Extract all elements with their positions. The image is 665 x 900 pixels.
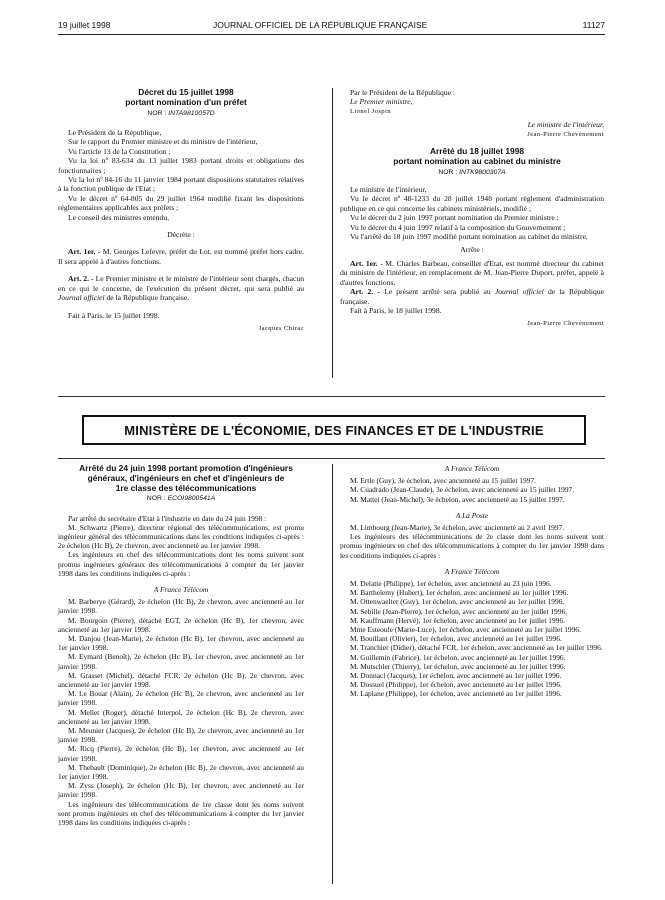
ingenieurs-title-line1: Arrêté du 24 juin 1998 portant promotion d'ingénieurs (79, 463, 293, 473)
section-france-telecom-1: A France Télécom (153, 585, 209, 595)
header-date: 19 juillet 1998 (58, 20, 111, 30)
list-item: M. Ottenwaelter (Guy), 1er échelon, avec ancienneté au 1er juillet 1996. (350, 597, 565, 607)
decret-article-2: Art. 2. - Le Premier ministre et le ministre de l'intérieur sont chargés, chacun en ce qui le concerne, de l'exécution du présent décret, qui sera publié au Journal officiel de la République française. (58, 274, 304, 303)
arrete-cabinet-article-2: Art. 2. - Le présent arrêté sera publié au Journal officiel de la République française. (340, 287, 605, 306)
ingenieurs-chef-intro: Les ingénieurs en chef des télécommunications dont les noms suivent sont promus ingénieurs généraux des télécommunications à compter du 1er janvier 1998 dans les conditions indiquées ci-après : (58, 550, 304, 578)
list-item: M. Kauffmann (Hervé), 1er échelon, avec ancienneté au 1er juillet 1996. (350, 615, 565, 625)
arrete-cabinet-paragraph: Vu l'arrêté du 18 juin 1997 modifié portant nomination au cabinet du ministre, (350, 232, 588, 242)
list-item: M. Ertle (Guy), 3e échelon, avec ancienneté au 15 juillet 1997. (350, 476, 536, 486)
par-le-president: Par le Président de la République : (350, 88, 456, 97)
decret-prefet (58, 88, 304, 333)
ministre-interieur-title: Le ministre de l'intérieur, (527, 120, 604, 130)
arrete-cabinet-paragraph: Vu le décret du 4 juin 1997 relatif à la composition du Gouvernement ; (350, 222, 566, 232)
decret-paragraph: Vu l'article 13 de la Constitution ; (68, 146, 171, 156)
arrete-cabinet-arrete: Arrête : (460, 245, 484, 255)
list-item: M. Cuadrado (Jean-Claude), 3e échelon, avec ancienneté au 15 juillet 1997. (350, 485, 575, 495)
arrete-cabinet-paragraph: Le ministre de l'intérieur, (350, 185, 427, 195)
list-item: M. Mellet (Roger), détaché Interpol, 2e échelon (Hc B), 2e chevron, avec ancienneté au 1er janvier 1998. (58, 707, 304, 726)
list-item: M. Meunier (Jacques), 2e échelon (Hc B), 2e chevron, avec ancienneté au 1er janvier 1998. (58, 726, 304, 745)
list-item: M. Le Bouar (Alain), 2e échelon (Hc B), 2e chevron, avec ancienneté au 1er janvier 1998. (58, 689, 304, 708)
arrete-ingenieurs-left (58, 464, 304, 827)
arrete-cabinet-paragraph: Vu le décret nº 48-1233 du 28 juillet 1948 portant règlement d'administration publique en ce qui concerne les cabinets ministériels, modifié ; (340, 194, 604, 213)
arrete-ingenieurs-right (340, 464, 604, 699)
decret-article-1: Art. 1er. - M. Georges Lefevre, préfet du Lot, est nommé préfet hors cadre. Il sera appelé à d'autres fonctions. (58, 247, 304, 266)
list-item: M. Mattei (Jean-Michel), 3e échelon, avec ancienneté au 15 juillet 1997. (350, 494, 565, 504)
list-item: M. Sebille (Jean-Pierre), 1er échelon, avec ancienneté au 1er juillet 1996. (350, 606, 568, 616)
list-item: M. Delatte (Philippe), 1er échelon, avec ancienneté au 23 juin 1996. (350, 579, 552, 589)
ministry-banner: MINISTÈRE DE L'ÉCONOMIE, DES FINANCES ET DE L'INDUSTRIE (82, 415, 586, 445)
promotion-list-generaux (58, 597, 304, 799)
decret-nor: NOR : INTA9810057D (147, 109, 215, 117)
decret-title-line1: Décret du 15 juillet 1998 (138, 87, 234, 97)
decret-title-line2: portant nomination d'un préfet (125, 96, 247, 107)
premier-ministre-name: Lionel Jospin (350, 107, 391, 115)
list-item: M. Laplane (Philippe), 1er échelon, avec ancienneté au 1er juillet 1996. (350, 689, 562, 699)
list-item: M. Ricq (Pierre), 2e échelon (Hc B), 1er chevron, avec ancienneté au 1er janvier 1998. (58, 744, 304, 763)
premier-ministre-title: Le Premier ministre, (350, 97, 413, 107)
separator-rule-bottom (58, 458, 605, 459)
decret-paragraph: Le conseil des ministres entendu, (68, 212, 170, 222)
separator-rule-top (58, 396, 605, 397)
arrete-cabinet-nor: NOR : INTK9800307A (438, 168, 506, 176)
list-item: M. Eymard (Benoît), 2e échelon (Hc B), 1er chevron, avec ancienneté au 1er janvier 1998. (58, 652, 304, 671)
promotion-list-chef-1re (340, 476, 604, 504)
column-divider-bottom (332, 464, 333, 884)
list-item: M. Barberye (Gérard), 2e échelon (Hc B), 2e chevron, avec ancienneté au 1er janvier 1998. (58, 597, 304, 616)
promotion-list-poste (340, 523, 604, 532)
arrete-cabinet-article-1: Art. 1er. - M. Charles Barbeau, conseiller d'Etat, est nommé directeur du cabinet du ministre de l'intérieur, en remplacement de M. Jean-Pierre Duport, préfet, appelé à d'autres fonctions. (340, 258, 604, 287)
ingenieurs-premiere-intro: Les ingénieurs des télécommunications de 1re classe dont les noms suivent sont promus ingénieurs en chef des télécommunications à compter du 1er janvier 1998 dans les conditions indiquées ci-après : (58, 799, 304, 828)
list-item: M. Donnacl (Jacques), 1er échelon, avec ancienneté au 1er juillet 1996. (350, 671, 562, 681)
ingenieurs-intro: Par arrêté du secrétaire d'Etat à l'industrie en date du 24 juin 1998 : (68, 513, 267, 523)
section-france-telecom-2: A France Télécom (444, 464, 500, 473)
list-item: M. Zyss (Joseph), 2e échelon (Hc B), 1er chevron, avec ancienneté au 1er janvier 1998. (58, 781, 304, 800)
ingenieurs-nor: NOR : ECOI9800541A (146, 495, 216, 503)
list-item: M. Danjou (Jean-Marie), 2e échelon (Hc B), 1er chevron, avec ancienneté au 1er janvier 1998. (58, 634, 304, 653)
list-item: M. Thebault (Dominique), 2e échelon (Hc B), 2e chevron, avec ancienneté au 1er janvier 1998. (58, 762, 304, 782)
header-journal-title: JOURNAL OFFICIEL DE LA RÉPUBLIQUE FRANÇAISE (213, 20, 428, 30)
list-item: M. Mutschler (Thierry), 1er échelon, avec ancienneté au 1er juillet 1996. (350, 661, 566, 671)
arrete-cabinet-title-line1: Arrêté du 18 juillet 1998 (429, 146, 525, 157)
arrete-cabinet-title-line2: portant nomination au cabinet du ministre (393, 155, 561, 166)
page-header (58, 20, 605, 32)
ingenieurs-title-line3: 1re classe des télécommunications (115, 482, 257, 493)
list-item: M. Bouillant (Olivier), 1er échelon, avec ancienneté au 1er juillet 1996. (350, 634, 562, 644)
list-item: M. Bourgoin (Pierre), détaché EGT, 2e échelon (Hc B), 1er chevron, avec ancienneté au 1er janvier 1998. (58, 615, 304, 634)
list-item: M. Limbourg (Jean-Marie), 3e échelon, avec ancienneté au 2 avril 1997. (350, 523, 565, 533)
ingenieurs-deuxieme-intro: Les ingénieurs des télécommunications de 2e classe dont les noms suivent sont promus ingénieurs en chef des télécommunications à compter du 1er janvier 1998 dans les conditions indiquées ci-après : (340, 532, 604, 560)
arrete-cabinet-signature: Jean-Pierre Chevènement (527, 320, 604, 328)
list-item: M. Guillemin (Fabrice), 1er échelon, avec ancienneté au 1er juillet 1996. (350, 652, 566, 662)
header-rule (58, 34, 605, 35)
list-item: Mme Esteoule (Marie-Luce), 1er échelon, avec ancienneté au 1er juillet 1996. (350, 625, 581, 635)
ingenieurs-title-line2: généraux, d'ingénieurs en chef et d'ingénieurs de (87, 472, 285, 483)
decret-paragraph: Le Président de la République, (68, 128, 162, 137)
decret-fait: Fait à Paris, le 15 juillet 1998. (68, 310, 160, 320)
header-page-number: 11127 (582, 20, 605, 30)
decret-decrete: Décrète : (167, 230, 195, 240)
list-item: M. Grasset (Michel), détaché FCR, 2e échelon (Hc B), 2e chevron, avec ancienneté au 1er janvier 1998. (58, 670, 304, 690)
signatures-and-arrete (340, 88, 604, 329)
ministre-interieur-name: Jean-Pierre Chevènement (527, 130, 604, 138)
list-item: M. Barthelemy (Hubert), 1er échelon, avec ancienneté au 1er juillet 1996. (350, 588, 569, 598)
decret-signature: Jacques Chirac (258, 324, 304, 332)
section-france-telecom-3: A France Télécom (444, 566, 500, 576)
decret-paragraph: Vu la loi nº 83-634 du 13 juillet 1983 portant droits et obligations des fonctionnaires ; (58, 156, 304, 175)
list-item: M. Dossuel (Philippe), 1er échelon, avec ancienneté au 1er juillet 1996. (350, 680, 562, 690)
column-divider-top (332, 88, 333, 378)
decret-paragraph: Vu le décret nº 64-805 du 29 juillet 1964 modifié fixant les dispositions réglementaires applicables aux préfets ; (58, 193, 304, 213)
promotion-list-chef-2e (340, 579, 604, 699)
ingenieurs-schwartz: M. Schwartz (Pierre), directeur régional des télécommunications, est promu ingénieur général des télécommunications dans les conditions indiquées ci-après : 2e échelon (Hc B), 2e chevron, avec ancienneté au 1er janvier 1998. (58, 522, 304, 551)
decret-paragraph: Vu la loi nº 84-16 du 11 janvier 1984 portant dispositions statutaires relatives à la fonction publique de l'Etat ; (58, 175, 304, 194)
section-la-poste: A La Poste (455, 510, 489, 520)
arrete-cabinet-paragraph: Vu le décret du 2 juin 1997 portant nomination du Premier ministre ; (350, 213, 559, 223)
list-item: M. Tranchier (Didier), détaché FCR, 1er échelon, avec ancienneté au 1er juillet 1996. (350, 643, 603, 653)
arrete-cabinet-fait: Fait à Paris, le 18 juillet 1998. (350, 305, 442, 315)
decret-paragraph: Sur le rapport du Premier ministre et du ministre de l'intérieur, (68, 137, 258, 147)
